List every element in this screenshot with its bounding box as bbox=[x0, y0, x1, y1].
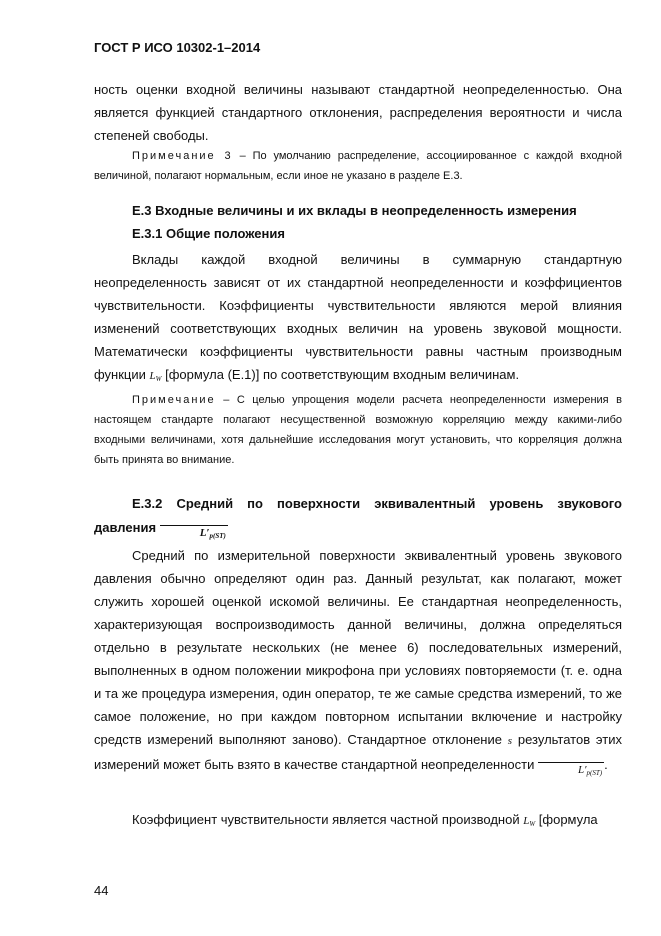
note-label: Примечание bbox=[132, 394, 216, 406]
symbol-lw-sub-2: W bbox=[529, 820, 536, 828]
paragraph-text-6: Коэффициент чувствительности является частной производной bbox=[132, 812, 524, 827]
page-number: 44 bbox=[94, 883, 109, 898]
symbol-lp-sub-2: p(ST) bbox=[586, 769, 603, 777]
paragraph-text-2: [формула (Е.1)] по соответствующим входным величинам. bbox=[161, 367, 520, 382]
section-heading-e3: Е.3 Входные величины и их вклады в неопределенность измерения bbox=[132, 203, 577, 218]
paragraph-input-contributions bbox=[94, 248, 622, 391]
section-heading-e31: Е.3.1 Общие положения bbox=[132, 226, 285, 241]
paragraph-text-1: Вклады каждой входной величины в суммарную стандартную неопределенность зависят от их стандартной неопределенности и коэффициентов чувствительности. Коэффициенты чувствительности являются мерой влияния изменений соответствующих входных величин на уровень звуковой мощности. Математически коэффициенты чувствительности равны частным производным функции bbox=[94, 252, 622, 382]
paragraph-text-4: результатов этих измерений может быть взято в качестве стандартной неопределенности bbox=[94, 732, 622, 772]
symbol-lp-st-2 bbox=[538, 762, 604, 780]
paragraph-text-5: . bbox=[604, 757, 608, 772]
paragraph-reproducibility bbox=[94, 544, 622, 780]
symbol-lp-base-2: L′ bbox=[577, 764, 587, 776]
symbol-lw-sub: W bbox=[155, 375, 162, 383]
standard-header: ГОСТ Р ИСО 10302-1–2014 bbox=[94, 40, 261, 55]
symbol-lp-base: L′ bbox=[199, 527, 210, 539]
note-3 bbox=[94, 146, 622, 186]
symbol-lw-base-2: L bbox=[523, 815, 530, 827]
paragraph-standard-uncertainty: ность оценки входной величины называют стандартной неопределенностью. Она является функцией стандартного отклонения, распределения вероятности и числа степеней свободы. bbox=[94, 82, 622, 143]
symbol-lp-sub: p(ST) bbox=[209, 532, 226, 540]
note-correlation bbox=[94, 390, 622, 470]
symbol-lw-base: L bbox=[149, 370, 156, 382]
symbol-lw-2 bbox=[523, 815, 535, 827]
symbol-lw bbox=[150, 370, 162, 382]
note-3-text: – По умолчанию распределение, ассоциированное с каждой входной величиной, полагают нормальным, если иное не указано в разделе Е.3. bbox=[94, 150, 623, 182]
section-heading-e32 bbox=[94, 492, 622, 543]
symbol-lp-st bbox=[160, 525, 228, 543]
heading-e32-text: Е.3.2 Средний по поверхности эквивалентный уровень звукового давления bbox=[94, 496, 622, 535]
paragraph-text-3: Средний по измерительной поверхности эквивалентный уровень звукового давления обычно определяют один раз. Данный результат, как полагают, может служить хорошей оценкой искомой величины. Ее стандартная неопределенность, характеризующая воспроизводимость данной величины, должна определяться отдельно в результате нескольких (не менее 6) последовательных измерений, выполненных в одном положении микрофона при условиях повторяемости (т. е. одна и та же процедура измерения, один оператор, те же самые средства измерений, то же самое положение, но при каждом повторном испытании включение и настройку средств измерений выполняют заново). Стандартное отклонение bbox=[94, 548, 622, 747]
paragraph-sensitivity bbox=[94, 808, 622, 836]
note-3-label: Примечание 3 bbox=[132, 150, 233, 162]
paragraph-text-7: [формула bbox=[535, 812, 598, 827]
symbol-s: s bbox=[507, 735, 513, 747]
note-text: – С целью упрощения модели расчета неопределенности измерения в настоящем стандарте полагают несущественной возможную корреляцию между какими-либо входными величинами, хотя дальнейшие исследования могут установить, что корреляция должна быть принята во внимание. bbox=[94, 394, 622, 466]
